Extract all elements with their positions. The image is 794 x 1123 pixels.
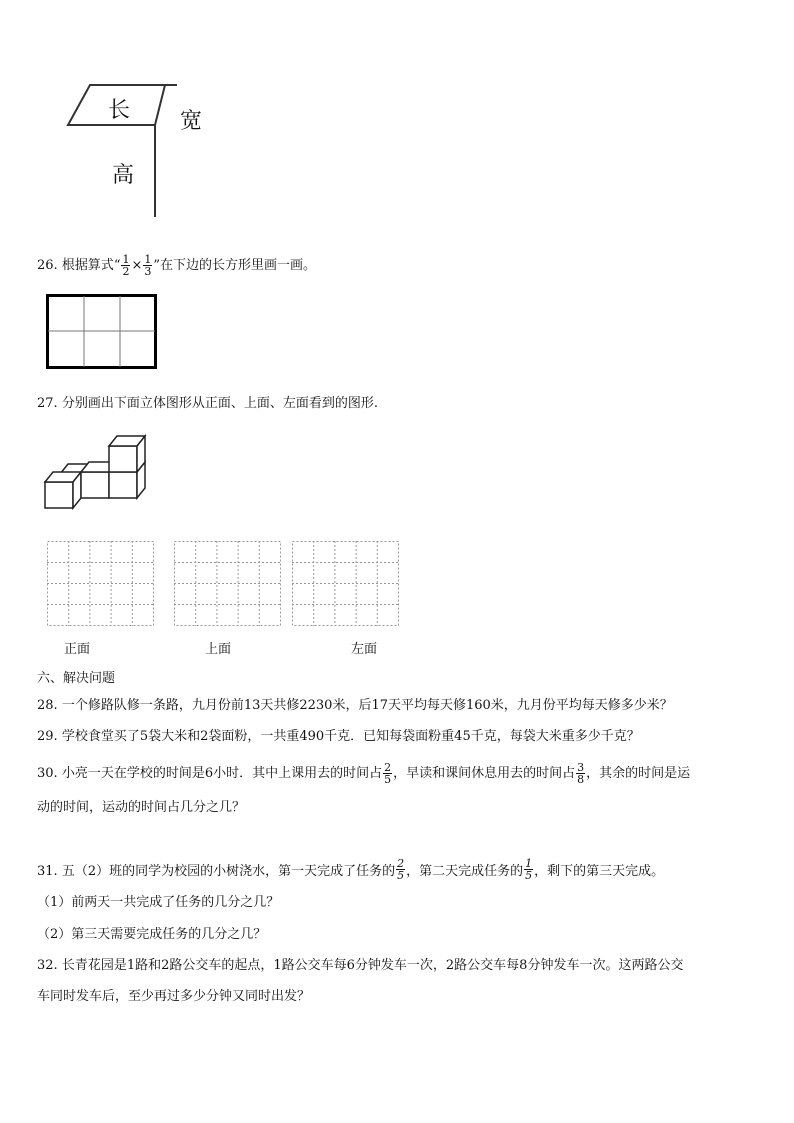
question-text-part3: ，剩下的第三天完成。	[534, 864, 665, 879]
question-number: 27.	[37, 396, 58, 411]
question-31-sub1: （1）前两天一共完成了任务的几分之几？	[37, 895, 280, 910]
question-number: 28.	[37, 698, 58, 713]
question-number: 29.	[37, 729, 58, 744]
length-label: 长	[108, 98, 131, 123]
question-text-line1: 长青花园是1路和2路公交车的起点，1路公交车每6分钟发车一次，2路公交车每8分钟发车一次。这两路公交	[61, 958, 684, 973]
dimension-diagram	[60, 80, 230, 220]
question-29	[37, 728, 640, 746]
question-number: 26.	[37, 258, 58, 273]
question-number: 31.	[37, 864, 58, 879]
question-30-line2: 动的时间，运动的时间占几分之几？	[37, 800, 246, 815]
question-26	[37, 254, 316, 277]
question-text-part2: ，第二天完成任务的	[406, 864, 524, 879]
question-32-line2: 车同时发车后，至少再过多少分钟又同时出发？	[37, 989, 311, 1004]
fraction-one-third: $\frac{1}{3}$	[144, 253, 152, 278]
height-label: 高	[112, 163, 135, 188]
question-28	[37, 697, 673, 715]
fraction-one-half: $\frac{1}{2}$	[122, 253, 130, 278]
question-32	[37, 957, 683, 975]
top-view-label: 上面	[205, 642, 232, 657]
multiply-sign: ×	[131, 258, 143, 273]
top-view-grid[interactable]	[174, 541, 282, 627]
question-30	[37, 762, 690, 785]
question-text-part3: ，其余的时间是运	[586, 766, 691, 781]
question-text-part1: 小亮一天在学校的时间是6小时．其中上课用去的时间占	[61, 766, 383, 781]
question-text: 学校食堂买了5袋大米和2袋面粉，一共重490千克．已知每袋面粉重45千克，每袋大米重多少千克？	[61, 729, 640, 744]
question-31-sub2: （2）第三天需要完成任务的几分之几？	[37, 927, 267, 942]
left-view-label: 左面	[351, 642, 378, 657]
fraction-two-fifths: $\frac{2}{5}$	[384, 761, 392, 786]
question-27	[37, 395, 378, 413]
front-view-grid[interactable]	[47, 541, 155, 627]
cube-solid-figure	[40, 430, 160, 512]
question-text: 一个修路队修一条路，九月份前13天共修2230米，后17天平均每天修160米，九月份平均每天修多少米？	[61, 698, 673, 713]
fraction-one-fifth: $\frac{1}{5}$	[525, 857, 533, 882]
question-number: 30.	[37, 766, 58, 781]
question-text-prefix: 根据算式“	[61, 258, 121, 273]
left-view-grid[interactable]	[292, 541, 400, 627]
fraction-two-fifths: $\frac{2}{5}$	[397, 857, 405, 882]
question-31	[37, 858, 664, 881]
question-text-part2: ，早读和课间休息用去的时间占	[393, 766, 576, 781]
drawing-rectangle[interactable]	[46, 294, 158, 370]
question-text-part1: 五（2）班的同学为校园的小树浇水，第一天完成了任务的	[61, 864, 396, 879]
section-heading: 六、解决问题	[37, 671, 116, 686]
question-text-suffix: ”在下边的长方形里画一画。	[153, 258, 317, 273]
width-label: 宽	[180, 109, 203, 134]
front-view-label: 正面	[64, 642, 91, 657]
question-text: 分别画出下面立体图形从正面、上面、左面看到的图形.	[61, 396, 378, 411]
fraction-three-eighths: $\frac{3}{8}$	[577, 761, 585, 786]
question-number: 32.	[37, 958, 58, 973]
